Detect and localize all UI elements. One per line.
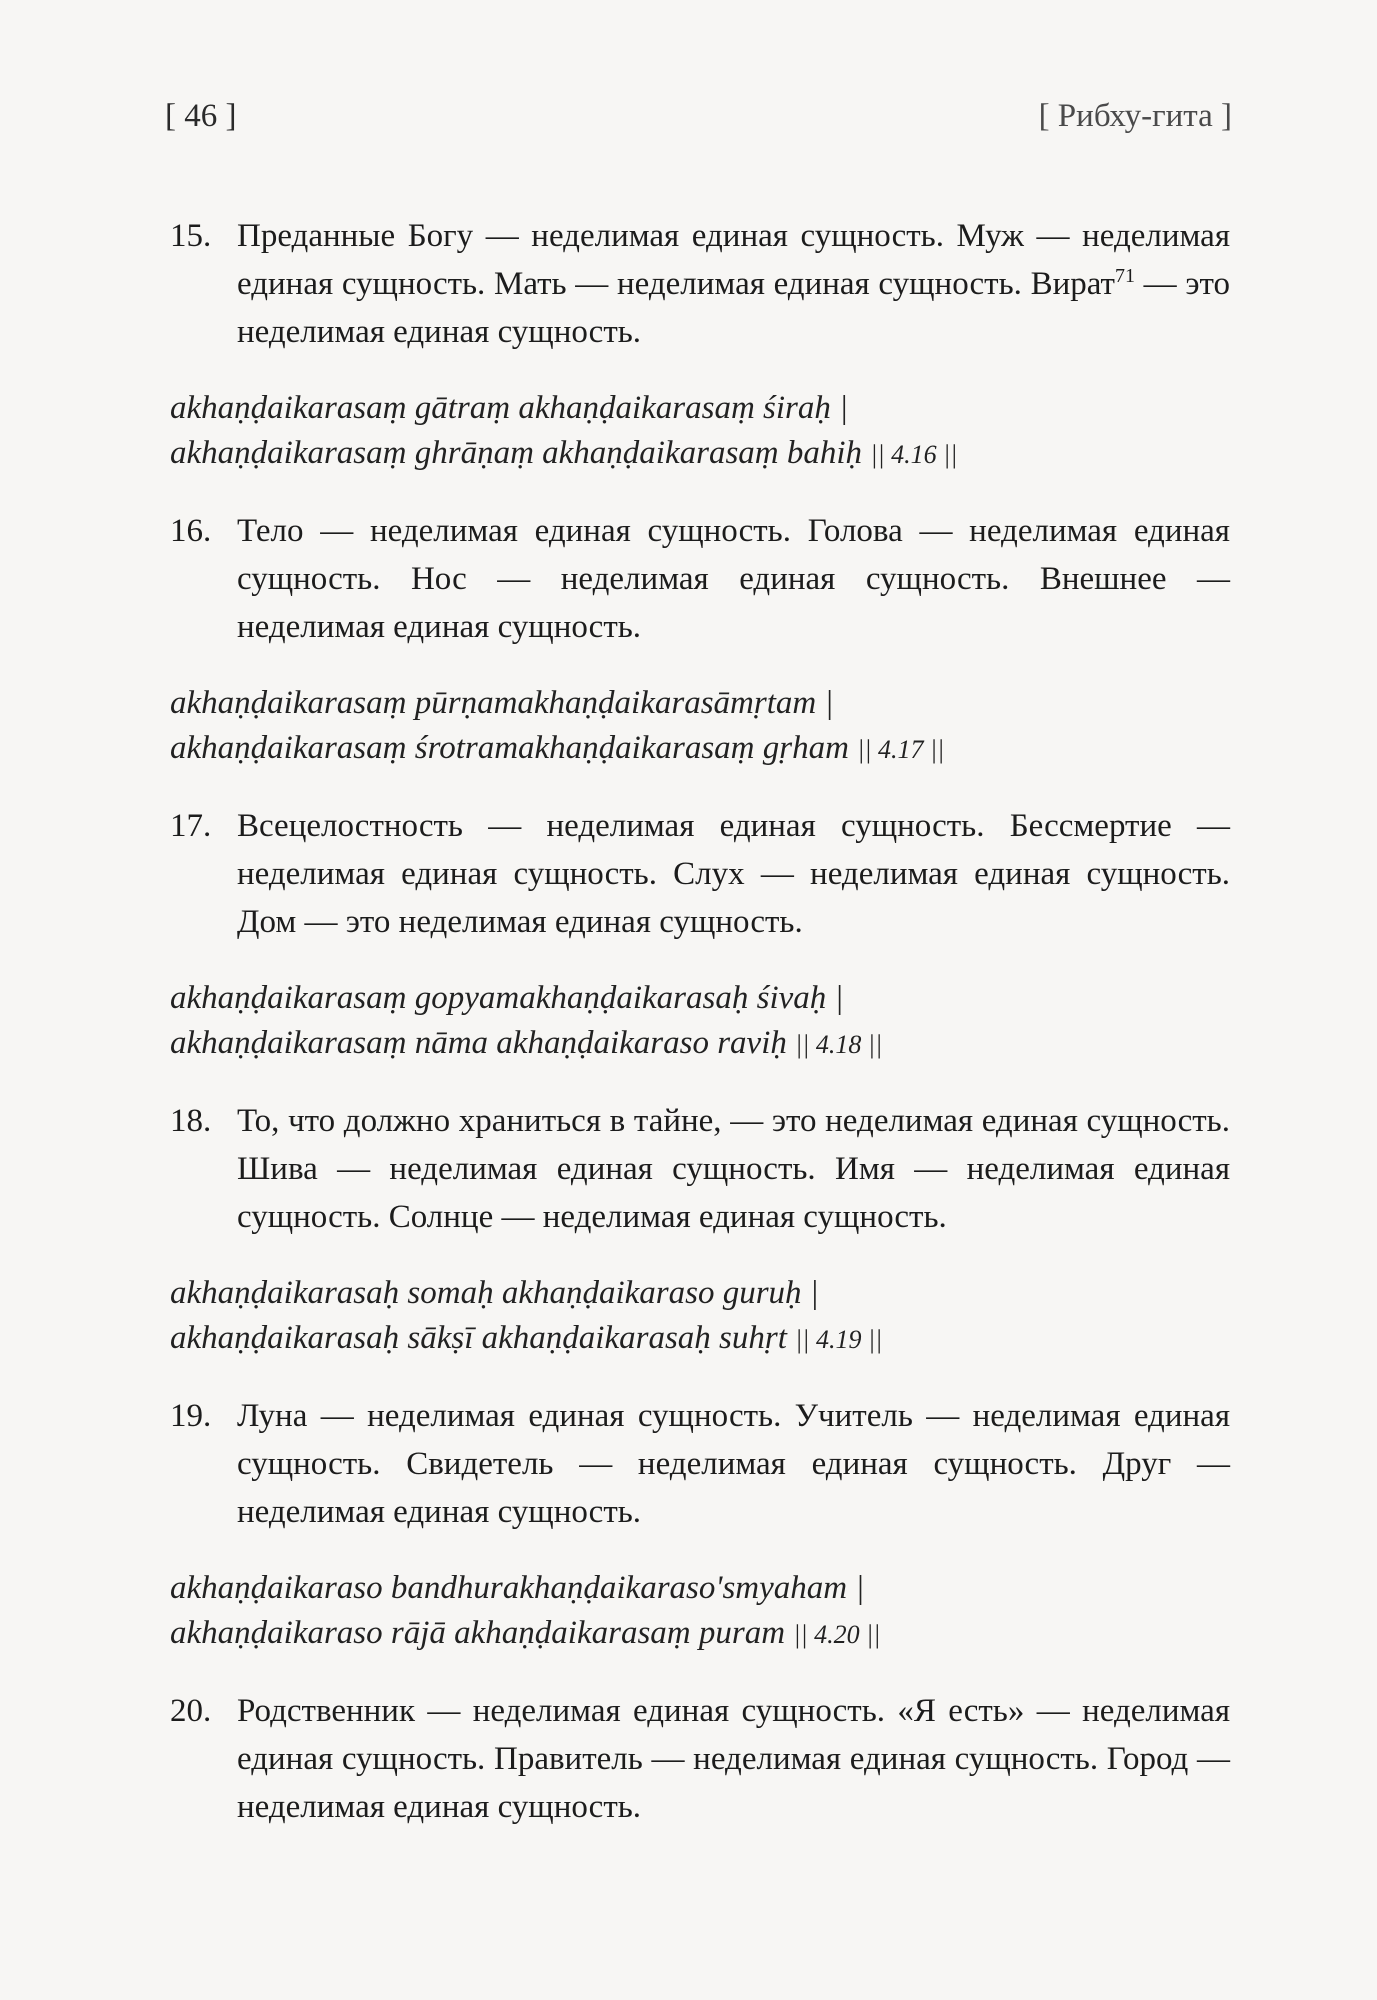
verse-15 bbox=[170, 212, 1230, 356]
verse-text: Всецелостность — неделимая единая сущность. Бессмертие — неделимая единая сущность. Слух — неделимая единая сущность. Дом — это неделимая единая сущность. bbox=[237, 808, 1230, 940]
shloka-4-18 bbox=[170, 976, 1230, 1067]
verse-number: 20. bbox=[170, 1693, 212, 1729]
verse-16 bbox=[170, 507, 1230, 651]
verse-number: 15. bbox=[170, 218, 212, 254]
page-content bbox=[170, 212, 1230, 1861]
shloka-reference: || 4.19 || bbox=[795, 1325, 883, 1354]
shloka-4-19 bbox=[170, 1271, 1230, 1362]
shloka-reference: || 4.18 || bbox=[795, 1030, 883, 1059]
shloka-line: akhaṇḍaikarasaḥ somaḥ akhaṇḍaikaraso guruḥ | bbox=[170, 1275, 819, 1311]
shloka-line: akhaṇḍaikaraso rājā akhaṇḍaikarasaṃ puram || 4.20 || bbox=[170, 1615, 881, 1651]
running-title: [ Рибху-гита ] bbox=[1038, 98, 1232, 134]
verse-text: То, что должно храниться в тайне, — это неделимая единая сущность. Шива — неделимая единая сущность. Имя — неделимая единая сущность. Солнце — неделимая единая сущность. bbox=[237, 1103, 1230, 1235]
shloka-reference: || 4.16 || bbox=[870, 440, 958, 469]
page-header bbox=[165, 98, 1232, 148]
verse-number: 18. bbox=[170, 1103, 212, 1139]
shloka-reference: || 4.20 || bbox=[793, 1620, 881, 1649]
verse-17 bbox=[170, 802, 1230, 946]
shloka-line: akhaṇḍaikarasaṃ gopyamakhaṇḍaikarasaḥ śivaḥ | bbox=[170, 980, 844, 1016]
verse-number: 19. bbox=[170, 1398, 212, 1434]
page-number: [ 46 ] bbox=[165, 98, 237, 134]
shloka-line: akhaṇḍaikaraso bandhurakhaṇḍaikaraso'smyaham | bbox=[170, 1570, 865, 1606]
verse-20 bbox=[170, 1687, 1230, 1831]
shloka-line: akhaṇḍaikarasaṃ ghrāṇaṃ akhaṇḍaikarasaṃ bahiḥ || 4.16 || bbox=[170, 435, 958, 471]
verse-text: Преданные Богу — неделимая единая сущность. Муж — неделимая единая сущность. Мать — неделимая единая сущность. Вират$^{71}$ — это неделимая единая сущность. bbox=[237, 218, 1230, 350]
verse-number: 16. bbox=[170, 513, 212, 549]
shloka-line: akhaṇḍaikarasaṃ pūrṇamakhaṇḍaikarasāmṛtam | bbox=[170, 685, 834, 721]
shloka-line: akhaṇḍaikarasaḥ sākṣī akhaṇḍaikarasaḥ suhṛt || 4.19 || bbox=[170, 1320, 883, 1356]
shloka-reference: || 4.17 || bbox=[857, 735, 945, 764]
shloka-line: akhaṇḍaikarasaṃ gātraṃ akhaṇḍaikarasaṃ śiraḥ | bbox=[170, 390, 849, 426]
verse-19 bbox=[170, 1392, 1230, 1536]
shloka-4-17 bbox=[170, 681, 1230, 772]
verse-text: Родственник — неделимая единая сущность. «Я есть» — неделимая единая сущность. Правитель — неделимая единая сущность. Город — неделимая единая сущность. bbox=[237, 1693, 1230, 1825]
verse-text: Луна — неделимая единая сущность. Учитель — неделимая единая сущность. Свидетель — неделимая единая сущность. Друг — неделимая единая сущность. bbox=[237, 1398, 1230, 1530]
verse-text: Тело — неделимая единая сущность. Голова — неделимая единая сущность. Нос — неделимая единая сущность. Внешнее — неделимая единая сущность. bbox=[237, 513, 1230, 645]
shloka-4-16 bbox=[170, 386, 1230, 477]
verse-number: 17. bbox=[170, 808, 212, 844]
shloka-4-20 bbox=[170, 1566, 1230, 1657]
verse-18 bbox=[170, 1097, 1230, 1241]
shloka-line: akhaṇḍaikarasaṃ śrotramakhaṇḍaikarasaṃ gṛham || 4.17 || bbox=[170, 730, 945, 766]
footnote-marker[interactable]: 71 bbox=[1114, 265, 1135, 287]
shloka-line: akhaṇḍaikarasaṃ nāma akhaṇḍaikaraso raviḥ || 4.18 || bbox=[170, 1025, 883, 1061]
